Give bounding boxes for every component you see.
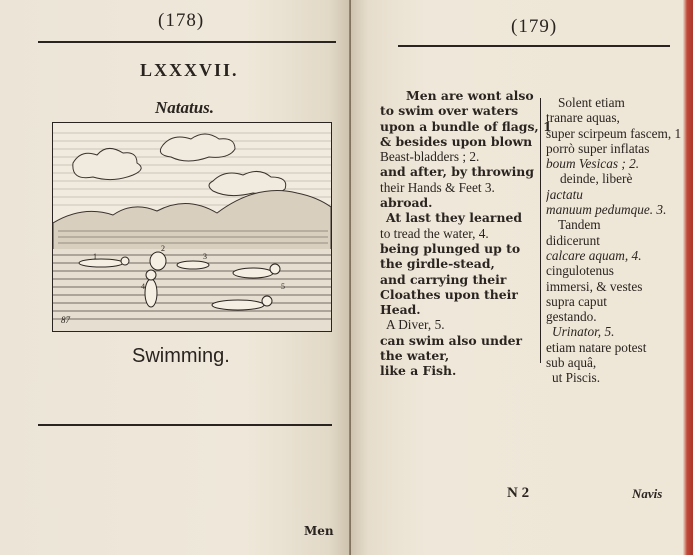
- figure-label-3: 3: [203, 252, 207, 261]
- eng-line: to tread the water, 4.: [380, 225, 489, 241]
- right-page-number: (179): [511, 16, 558, 37]
- chapter-number: LXXXVII.: [140, 60, 239, 80]
- woodcut-illustration: [52, 122, 332, 332]
- lat-line: cingulotenus: [546, 263, 614, 279]
- eng-line: Men are wont also: [406, 88, 534, 103]
- eng-line: the girdle-stead,: [380, 256, 495, 272]
- eng-line: and carrying their: [380, 271, 507, 287]
- lat-line: etiam natare potest: [546, 339, 647, 355]
- eng-line: Cloathes upon their: [380, 286, 518, 302]
- lat-line: jactatu: [546, 186, 583, 202]
- right-catchword: Navis: [632, 486, 663, 501]
- figure-label-1: 1: [93, 252, 97, 261]
- eng-line: can swim also under: [380, 332, 523, 348]
- lat-line: boum Vesicas ; 2.: [546, 156, 640, 172]
- eng-line: the water,: [380, 348, 450, 364]
- latin-text-column: [546, 95, 691, 386]
- figure-label-4: 4: [141, 282, 145, 291]
- eng-line: like a Fish.: [380, 363, 457, 379]
- eng-line: Beast-bladders ; 2.: [380, 149, 480, 165]
- lat-line: super scirpeum fascem, 1: [546, 125, 682, 141]
- eng-line: and after, by throwing: [380, 164, 534, 180]
- lat-line: Urinator, 5.: [552, 324, 615, 340]
- lat-line: tranare aquas,: [546, 110, 620, 126]
- lat-line: manuum pedumque. 3.: [546, 202, 667, 218]
- left-catchword: Men: [304, 524, 334, 538]
- eng-line: being plunged up to: [380, 240, 521, 256]
- figure-label-5: 5: [281, 282, 285, 291]
- lat-line: sub aquâ,: [546, 355, 597, 371]
- lat-line: supra caput: [546, 293, 607, 309]
- eng-line: upon a bundle of flags, 1: [380, 118, 552, 134]
- right-header-rule: [398, 45, 670, 47]
- figure-label-2: 2: [161, 244, 165, 253]
- left-page-number: (178): [158, 10, 205, 31]
- eng-line: & besides upon blown: [380, 133, 533, 149]
- eng-line: abroad.: [380, 195, 433, 211]
- column-divider: [540, 98, 541, 363]
- lat-line: didicerunt: [546, 232, 600, 248]
- eng-line: Head.: [380, 302, 421, 318]
- plate-number: 87: [61, 315, 70, 325]
- eng-line: to swim over waters: [380, 103, 519, 119]
- lat-line: porrò super inflatas: [546, 140, 650, 156]
- lat-line: Solent etiam: [558, 95, 625, 110]
- lat-line: calcare aquam, 4.: [546, 247, 642, 263]
- swimming-scene: [53, 123, 331, 331]
- left-header-rule: [38, 41, 336, 43]
- english-caption: Swimming.: [132, 345, 230, 367]
- lat-line: gestando.: [546, 309, 597, 325]
- page-edge: [683, 0, 693, 555]
- signature-mark: N 2: [507, 485, 530, 501]
- eng-line: A Diver, 5.: [386, 317, 445, 333]
- left-footer-rule: [38, 424, 332, 426]
- lat-line: ut Piscis.: [552, 370, 601, 386]
- eng-line: At last they learned: [386, 210, 523, 226]
- lat-line: Tandem: [558, 217, 601, 233]
- lat-line: immersi, & vestes: [546, 278, 643, 294]
- lat-line: deinde, liberè: [560, 171, 633, 187]
- eng-line: their Hands & Feet 3.: [380, 179, 495, 195]
- latin-title: Natatus.: [155, 98, 215, 117]
- english-text-column: [380, 88, 552, 379]
